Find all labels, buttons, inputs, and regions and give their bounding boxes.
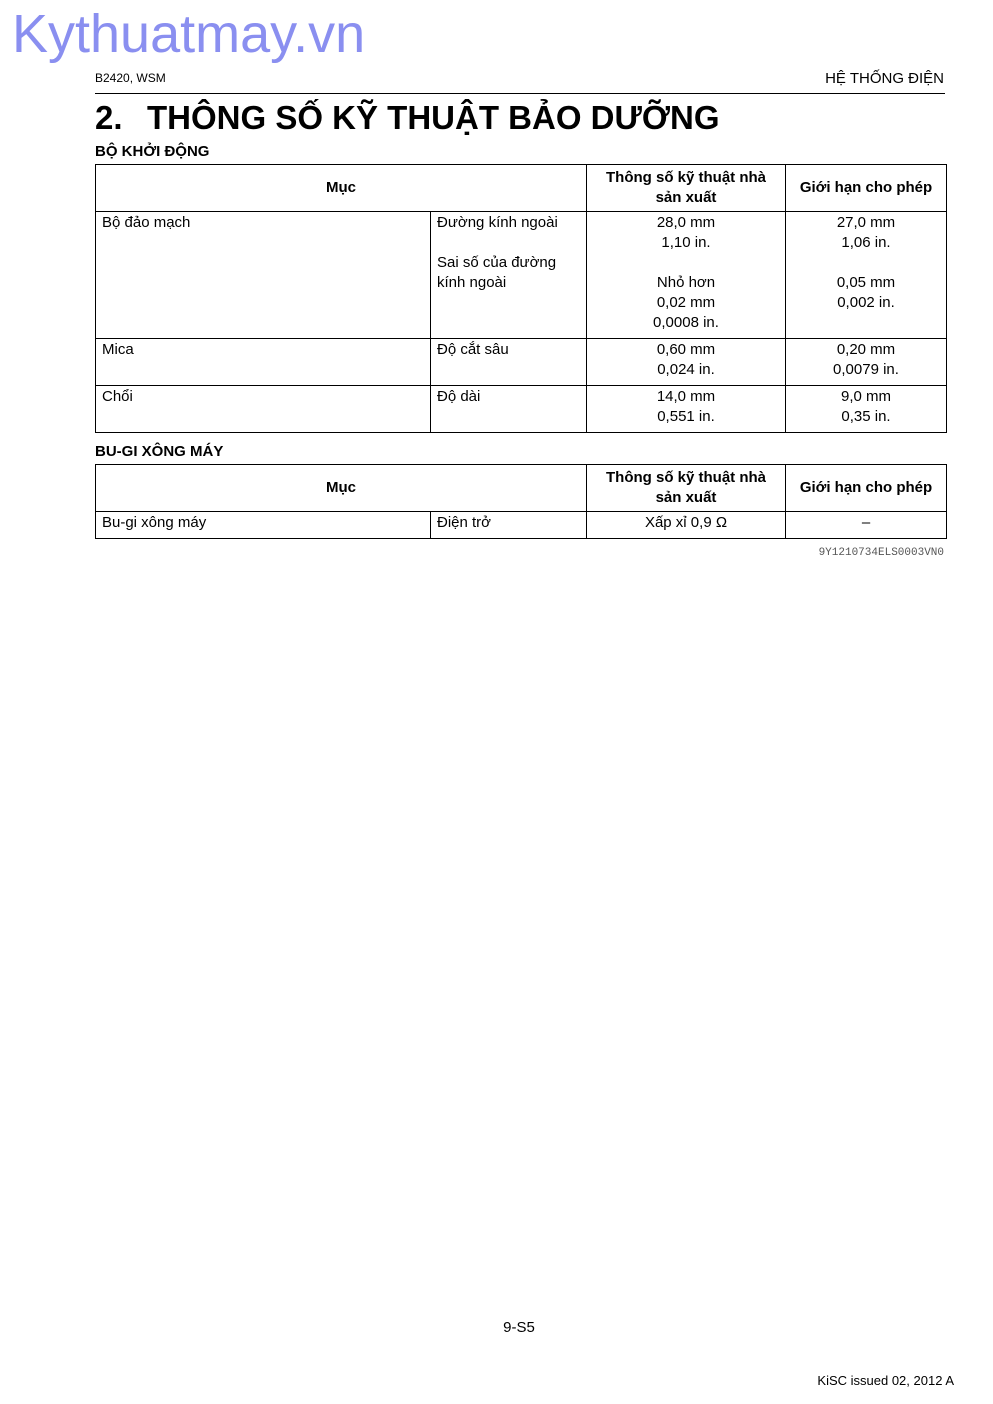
limit-value: 0,002 in. — [837, 294, 895, 311]
limit-value: 0,0079 in. — [833, 361, 899, 378]
factory-spec-cell — [587, 386, 786, 433]
watermark-logo: Kythuatmay.vn — [12, 4, 366, 64]
table-row — [96, 512, 947, 539]
header-model: B2420, WSM — [95, 71, 166, 85]
factory-spec-cell — [587, 212, 786, 339]
limit-value: 9,0 mm — [840, 388, 891, 405]
table-header-row — [96, 165, 947, 212]
header-chapter: HỆ THỐNG ĐIỆN — [825, 70, 944, 87]
section-title-text: THÔNG SỐ KỸ THUẬT BẢO DƯỠNG — [147, 99, 720, 136]
column-header-allowable-limit: Giới hạn cho phép — [786, 165, 947, 212]
spec-value: 1,10 in. — [661, 234, 711, 251]
section-number: 2. — [95, 99, 123, 136]
factory-spec-cell — [587, 339, 786, 386]
allowable-limit-cell — [786, 212, 947, 339]
document-code: 9Y1210734ELS0003VN0 — [818, 547, 944, 559]
column-header-item: Mục — [96, 465, 587, 512]
sub-item-label: Độ cắt sâu — [437, 341, 509, 358]
column-header-item: Mục — [96, 165, 587, 212]
table-row — [96, 339, 947, 386]
column-header-factory-spec: Thông số kỹ thuật nhà sản xuất — [587, 165, 786, 212]
sub-item-label: Sai số của đường kính ngoài — [437, 254, 557, 291]
item-cell: Bộ đảo mạch — [96, 212, 431, 339]
spec-value: 14,0 mm — [656, 388, 716, 405]
sub-item-cell — [431, 212, 587, 339]
sub-item-cell — [431, 386, 587, 433]
glow-plug-heading: BU-GI XÔNG MÁY — [95, 443, 224, 460]
limit-value: – — [861, 514, 871, 531]
item-cell: Bu-gi xông máy — [96, 512, 431, 539]
spec-value: Nhỏ hơn — [656, 274, 716, 291]
sub-item-cell — [431, 339, 587, 386]
starter-spec-table — [95, 164, 947, 433]
issue-note: KiSC issued 02, 2012 A — [817, 1373, 954, 1388]
allowable-limit-cell — [786, 339, 947, 386]
column-header-allowable-limit: Giới hạn cho phép — [786, 465, 947, 512]
limit-value: 0,20 mm — [836, 341, 896, 358]
sub-item-cell — [431, 512, 587, 539]
spec-value: 0,02 mm — [656, 294, 716, 311]
table-header-row — [96, 465, 947, 512]
spec-value: 0,0008 in. — [653, 314, 719, 331]
item-cell: Chổi — [96, 386, 431, 433]
table-row — [96, 386, 947, 433]
spec-value: 0,551 in. — [657, 408, 715, 425]
limit-value: 0,05 mm — [836, 274, 896, 291]
section-title — [95, 98, 720, 138]
sub-item-label: Đường kính ngoài — [437, 214, 558, 231]
starter-heading: BỘ KHỞI ĐỘNG — [95, 143, 210, 160]
sub-item-label: Điện trở — [437, 514, 492, 531]
spec-value: 0,024 in. — [657, 361, 715, 378]
table-row — [96, 212, 947, 339]
limit-value: 0,35 in. — [841, 408, 891, 425]
limit-value: 1,06 in. — [841, 234, 891, 251]
item-cell: Mica — [96, 339, 431, 386]
sub-item-label: Độ dài — [437, 388, 481, 405]
spec-value: 28,0 mm — [656, 214, 716, 231]
allowable-limit-cell — [786, 512, 947, 539]
allowable-limit-cell — [786, 386, 947, 433]
spec-value: 0,60 mm — [656, 341, 716, 358]
spec-value: Xấp xỉ 0,9 Ω — [644, 514, 728, 531]
column-header-factory-spec: Thông số kỹ thuật nhà sản xuất — [587, 465, 786, 512]
limit-value: 27,0 mm — [836, 214, 896, 231]
page-number: 9-S5 — [503, 1319, 535, 1336]
factory-spec-cell — [587, 512, 786, 539]
glow-plug-spec-table — [95, 464, 947, 539]
header-divider — [95, 93, 945, 94]
